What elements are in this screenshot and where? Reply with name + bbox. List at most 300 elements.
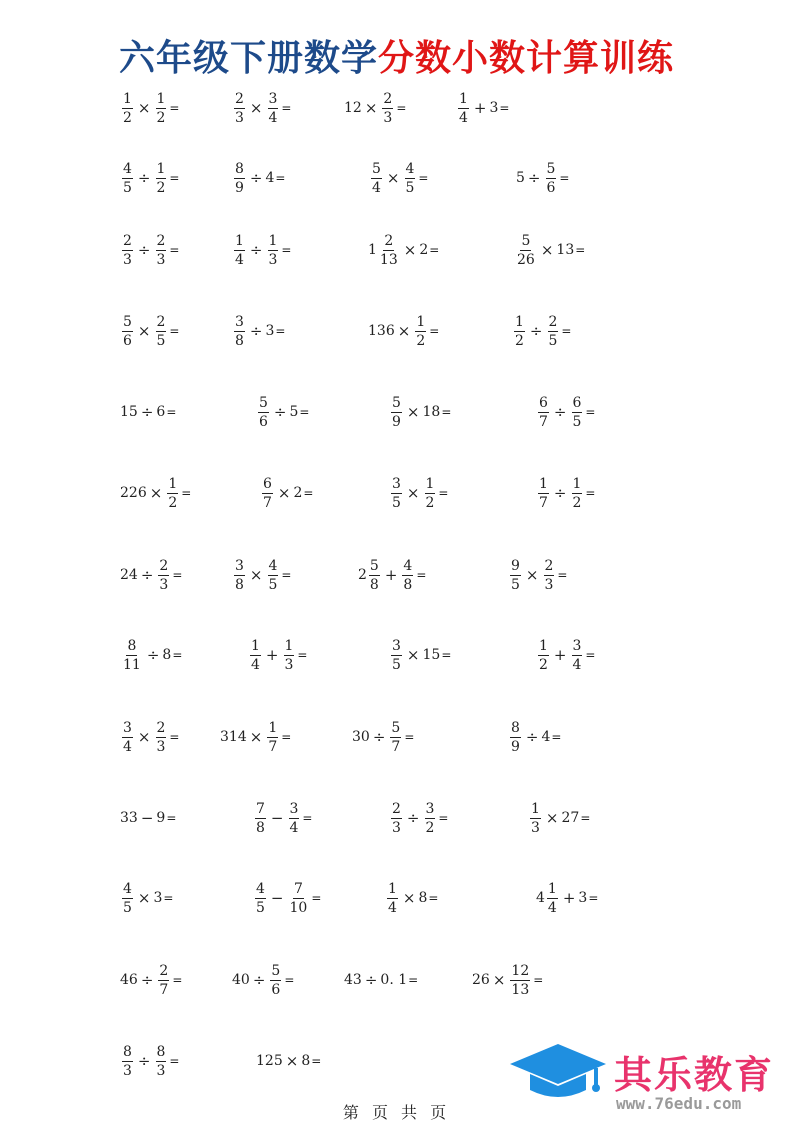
equals-sign: = — [404, 730, 415, 744]
operator: × — [545, 809, 559, 827]
equals-sign: = — [499, 101, 510, 115]
fraction — [391, 638, 402, 673]
numerator: 3 — [289, 800, 299, 817]
equals-sign: = — [561, 324, 572, 338]
graduation-cap-icon — [508, 1042, 608, 1102]
fraction — [538, 638, 549, 673]
numerator: 7 — [256, 800, 265, 817]
numerator: 2 — [159, 557, 169, 574]
number: 314 — [220, 729, 247, 745]
number: 8 — [418, 890, 428, 906]
equals-sign: = — [585, 648, 596, 662]
numerator: 2 — [159, 962, 169, 979]
equals-sign: = — [580, 811, 591, 825]
fraction — [572, 638, 583, 673]
exercise-item — [389, 635, 451, 675]
fraction — [390, 720, 401, 755]
denominator: 5 — [123, 899, 132, 916]
exercise-item — [120, 88, 179, 128]
equals-sign: = — [281, 730, 292, 744]
equals-sign: = — [169, 324, 180, 338]
numerator: 8 — [156, 1043, 166, 1060]
numerator: 1 — [156, 160, 166, 177]
operator: + — [265, 646, 279, 664]
operator: × — [277, 484, 291, 502]
equals-sign: = — [172, 568, 183, 582]
exercise-item — [536, 473, 595, 513]
numerator: 4 — [405, 160, 415, 177]
exercise-item — [536, 392, 595, 432]
fraction — [122, 233, 133, 268]
equals-sign: = — [181, 486, 192, 500]
exercise-item — [516, 158, 569, 198]
equals-sign: = — [551, 730, 562, 744]
denominator: 5 — [548, 332, 558, 349]
equals-sign: = — [438, 486, 449, 500]
denominator: 8 — [235, 332, 244, 349]
numerator: 5 — [271, 962, 281, 979]
exercise-item — [358, 555, 426, 595]
numerator: 2 — [548, 313, 558, 330]
equals-sign: = — [441, 648, 452, 662]
denominator: 11 — [123, 656, 141, 673]
fraction — [122, 1044, 133, 1079]
equals-sign: = — [281, 101, 292, 115]
numerator: 5 — [369, 557, 379, 574]
numerator: 5 — [123, 313, 132, 330]
number: 8 — [301, 1053, 311, 1069]
operator: ÷ — [249, 241, 263, 259]
exercise-item — [120, 878, 173, 918]
fraction — [267, 720, 278, 755]
fraction — [425, 801, 436, 836]
denominator: 13 — [379, 251, 398, 268]
whole-part: 4 — [536, 890, 545, 906]
fraction — [156, 720, 167, 755]
number: 46 — [120, 972, 138, 988]
number: 12 — [344, 100, 362, 116]
operator: ÷ — [527, 169, 541, 187]
denominator: 9 — [392, 413, 401, 430]
numerator: 1 — [156, 90, 166, 107]
operator: ÷ — [252, 971, 266, 989]
denominator: 4 — [388, 899, 397, 916]
numerator: 1 — [123, 90, 132, 107]
equals-sign: = — [275, 171, 286, 185]
numerator: 1 — [459, 90, 468, 107]
fraction — [572, 395, 583, 430]
exercise-item — [472, 960, 543, 1000]
fraction — [122, 91, 133, 126]
operator: ÷ — [364, 971, 378, 989]
numerator: 8 — [127, 637, 137, 654]
operator: × — [406, 484, 420, 502]
mixed-number — [536, 881, 560, 916]
denominator: 5 — [123, 179, 132, 196]
fraction — [258, 395, 269, 430]
exercise-item — [508, 717, 561, 757]
numerator: 2 — [156, 719, 166, 736]
equals-sign: = — [284, 973, 295, 987]
fraction — [391, 395, 402, 430]
number: 136 — [368, 323, 395, 339]
equals-sign: = — [169, 1054, 180, 1068]
operator: ÷ — [249, 322, 263, 340]
exercise-item — [352, 717, 414, 757]
denominator: 6 — [123, 332, 132, 349]
denominator: 2 — [515, 332, 524, 349]
fraction — [255, 881, 266, 916]
fraction — [425, 476, 436, 511]
equals-sign: = — [166, 811, 177, 825]
fraction — [402, 558, 413, 593]
operator: ÷ — [249, 169, 263, 187]
number: 9 — [156, 810, 166, 826]
fraction — [514, 314, 525, 349]
exercise-item — [120, 717, 179, 757]
operator: − — [270, 889, 284, 907]
numerator: 3 — [572, 637, 582, 654]
exercise-item — [512, 311, 571, 351]
numerator: 1 — [531, 800, 540, 817]
operator: ÷ — [137, 1052, 151, 1070]
operator: × — [249, 566, 263, 584]
denominator: 5 — [392, 494, 401, 511]
exercise-item — [232, 230, 291, 270]
fraction — [538, 476, 549, 511]
exercise-item — [120, 311, 179, 351]
fraction — [572, 476, 583, 511]
equals-sign: = — [311, 1054, 322, 1068]
denominator: 9 — [511, 738, 520, 755]
equals-sign: = — [172, 648, 183, 662]
denominator: 2 — [539, 656, 548, 673]
title-part1: 六年级下册数学 — [118, 38, 378, 79]
fraction — [516, 233, 536, 268]
operator: × — [137, 889, 151, 907]
numerator: 5 — [546, 160, 556, 177]
fraction — [122, 638, 142, 673]
equals-sign: = — [169, 101, 180, 115]
denominator: 8 — [403, 576, 413, 593]
denominator: 10 — [289, 899, 308, 916]
fraction — [234, 314, 245, 349]
number: 3 — [578, 890, 588, 906]
operator: ÷ — [553, 484, 567, 502]
numerator: 1 — [268, 719, 278, 736]
exercise-item — [456, 88, 509, 128]
denominator: 3 — [383, 109, 393, 126]
fraction — [156, 314, 167, 349]
operator: + — [384, 566, 398, 584]
fraction — [156, 1044, 167, 1079]
denominator: 7 — [263, 494, 272, 511]
denominator: 3 — [392, 819, 401, 836]
operator: × — [525, 566, 539, 584]
page-title — [0, 30, 793, 81]
denominator: 8 — [369, 576, 379, 593]
exercise-item — [344, 88, 406, 128]
numerator: 3 — [235, 313, 244, 330]
equals-sign: = — [169, 171, 180, 185]
number: 24 — [120, 567, 138, 583]
denominator: 5 — [572, 413, 582, 430]
fraction — [510, 558, 521, 593]
numerator: 2 — [544, 557, 554, 574]
exercise-item — [256, 392, 309, 432]
equals-sign: = — [585, 486, 596, 500]
numerator: 1 — [268, 232, 278, 249]
numerator: 5 — [391, 719, 401, 736]
numerator: 7 — [293, 880, 303, 897]
numerator: 2 — [384, 232, 394, 249]
exercise-item — [385, 878, 438, 918]
denominator: 8 — [256, 819, 265, 836]
equals-sign: = — [302, 811, 313, 825]
numerator: 1 — [539, 637, 548, 654]
fraction — [387, 881, 398, 916]
fraction — [544, 558, 555, 593]
denominator: 7 — [268, 738, 278, 755]
numerator: 3 — [392, 475, 401, 492]
denominator: 5 — [511, 576, 520, 593]
denominator: 2 — [123, 109, 132, 126]
number: 40 — [232, 972, 250, 988]
fraction — [382, 91, 393, 126]
numerator: 1 — [284, 637, 294, 654]
number: 4 — [265, 170, 275, 186]
fraction — [234, 233, 245, 268]
number: 5 — [289, 404, 299, 420]
denominator: 13 — [511, 981, 530, 998]
numerator: 2 — [156, 232, 166, 249]
numerator: 3 — [425, 800, 435, 817]
operator: − — [140, 809, 154, 827]
equals-sign: = — [575, 243, 586, 257]
numerator: 1 — [515, 313, 524, 330]
number: 0. 1 — [380, 972, 408, 988]
denominator: 2 — [425, 819, 435, 836]
exercise-item — [120, 473, 191, 513]
equals-sign: = — [297, 648, 308, 662]
numerator: 1 — [251, 637, 260, 654]
numerator: 12 — [511, 962, 530, 979]
exercise-item — [260, 473, 313, 513]
operator: × — [402, 889, 416, 907]
operator: ÷ — [273, 403, 287, 421]
operator: ÷ — [140, 971, 154, 989]
operator: × — [249, 99, 263, 117]
denominator: 2 — [425, 494, 435, 511]
numerator: 8 — [511, 719, 520, 736]
numerator: 8 — [235, 160, 244, 177]
denominator: 7 — [159, 981, 169, 998]
fraction — [415, 314, 426, 349]
denominator: 5 — [256, 899, 265, 916]
denominator: 4 — [289, 819, 299, 836]
operator: ÷ — [529, 322, 543, 340]
denominator: 6 — [546, 179, 556, 196]
numerator: 1 — [572, 475, 582, 492]
exercise-item — [120, 392, 176, 432]
operator: × — [137, 99, 151, 117]
operator: ÷ — [525, 728, 539, 746]
mixed-number — [368, 233, 401, 268]
denominator: 4 — [123, 738, 132, 755]
operator: ÷ — [553, 403, 567, 421]
numerator: 3 — [123, 719, 132, 736]
logo-url: www.76edu.com — [616, 1094, 742, 1113]
fraction — [270, 963, 281, 998]
fraction — [391, 476, 402, 511]
operator: × — [403, 241, 417, 259]
exercise-item — [232, 88, 291, 128]
number: 26 — [472, 972, 490, 988]
fraction — [284, 638, 295, 673]
number: 6 — [156, 404, 166, 420]
numerator: 5 — [259, 394, 268, 411]
exercise-item — [120, 230, 179, 270]
fraction — [158, 558, 169, 593]
logo-brand: 其乐教育 — [614, 1053, 775, 1097]
denominator: 3 — [156, 738, 166, 755]
operator: × — [364, 99, 378, 117]
title-part2: 分数小数计算训练 — [378, 38, 675, 79]
whole-part: 1 — [368, 242, 377, 258]
number: 43 — [344, 972, 362, 988]
equals-sign: = — [396, 101, 407, 115]
denominator: 7 — [391, 738, 401, 755]
denominator: 5 — [156, 332, 166, 349]
numerator: 5 — [372, 160, 381, 177]
fraction — [234, 91, 245, 126]
equals-sign: = — [428, 891, 439, 905]
fraction — [255, 801, 266, 836]
denominator: 7 — [539, 494, 548, 511]
numerator: 1 — [416, 313, 426, 330]
number: 226 — [120, 485, 147, 501]
number: 2 — [419, 242, 429, 258]
denominator: 8 — [235, 576, 244, 593]
denominator: 2 — [416, 332, 426, 349]
denominator: 2 — [168, 494, 178, 511]
operator: × — [406, 403, 420, 421]
fraction — [391, 801, 402, 836]
operator: × — [397, 322, 411, 340]
equals-sign: = — [429, 324, 440, 338]
operator: × — [492, 971, 506, 989]
whole-part: 2 — [358, 567, 367, 583]
denominator: 6 — [271, 981, 281, 998]
denominator: 3 — [235, 109, 244, 126]
numerator: 4 — [123, 880, 132, 897]
operator: − — [270, 809, 284, 827]
fraction — [156, 91, 167, 126]
numerator: 2 — [123, 232, 132, 249]
logo — [508, 1040, 788, 1115]
denominator: 3 — [544, 576, 554, 593]
fraction — [122, 720, 133, 755]
denominator: 7 — [539, 413, 548, 430]
numerator: 2 — [392, 800, 401, 817]
exercise-item — [248, 635, 307, 675]
numerator: 1 — [235, 232, 244, 249]
denominator: 3 — [159, 576, 169, 593]
numerator: 3 — [235, 557, 244, 574]
equals-sign: = — [533, 973, 544, 987]
operator: ÷ — [372, 728, 386, 746]
operator: ÷ — [140, 566, 154, 584]
exercise-item — [536, 635, 595, 675]
equals-sign: = — [418, 171, 429, 185]
denominator: 26 — [517, 251, 535, 268]
exercise-item — [120, 555, 182, 595]
fraction — [289, 801, 300, 836]
fraction — [530, 801, 541, 836]
equals-sign: = — [275, 324, 286, 338]
number: 8 — [162, 647, 172, 663]
denominator: 2 — [156, 179, 166, 196]
equals-sign: = — [303, 486, 314, 500]
operator: × — [406, 646, 420, 664]
number: 13 — [556, 242, 575, 258]
denominator: 3 — [123, 1062, 132, 1079]
equals-sign: = — [299, 405, 310, 419]
exercise-item — [232, 555, 291, 595]
operator: ÷ — [140, 403, 154, 421]
exercise-item — [536, 878, 598, 918]
equals-sign: = — [438, 811, 449, 825]
exercise-item — [253, 798, 312, 838]
exercise-item — [253, 878, 321, 918]
mixed-number — [358, 558, 382, 593]
exercise-item — [508, 555, 567, 595]
number: 33 — [120, 810, 138, 826]
denominator: 4 — [572, 656, 582, 673]
denominator: 3 — [531, 819, 540, 836]
exercise-item — [232, 311, 285, 351]
exercise-item — [389, 392, 451, 432]
numerator: 1 — [388, 880, 397, 897]
fraction — [371, 161, 382, 196]
operator: ÷ — [137, 241, 151, 259]
exercise-item — [232, 960, 294, 1000]
operator: × — [137, 728, 151, 746]
operator: + — [473, 99, 487, 117]
numerator: 2 — [235, 90, 244, 107]
number: 125 — [256, 1053, 283, 1069]
numerator: 9 — [511, 557, 520, 574]
number: 2 — [293, 485, 303, 501]
denominator: 3 — [156, 1062, 166, 1079]
equals-sign: = — [163, 891, 174, 905]
fraction — [122, 314, 133, 349]
numerator: 1 — [168, 475, 178, 492]
operator: × — [386, 169, 400, 187]
denominator: 2 — [156, 109, 166, 126]
exercise-item — [232, 158, 285, 198]
exercise-item — [120, 960, 182, 1000]
page-footer: 第 页 共 页 — [342, 1103, 451, 1122]
exercise-item — [120, 635, 182, 675]
denominator: 4 — [547, 899, 557, 916]
fraction — [538, 395, 549, 430]
equals-sign: = — [441, 405, 452, 419]
operator: ÷ — [146, 646, 160, 664]
denominator: 3 — [123, 251, 132, 268]
equals-sign: = — [281, 243, 292, 257]
equals-sign: = — [416, 568, 427, 582]
